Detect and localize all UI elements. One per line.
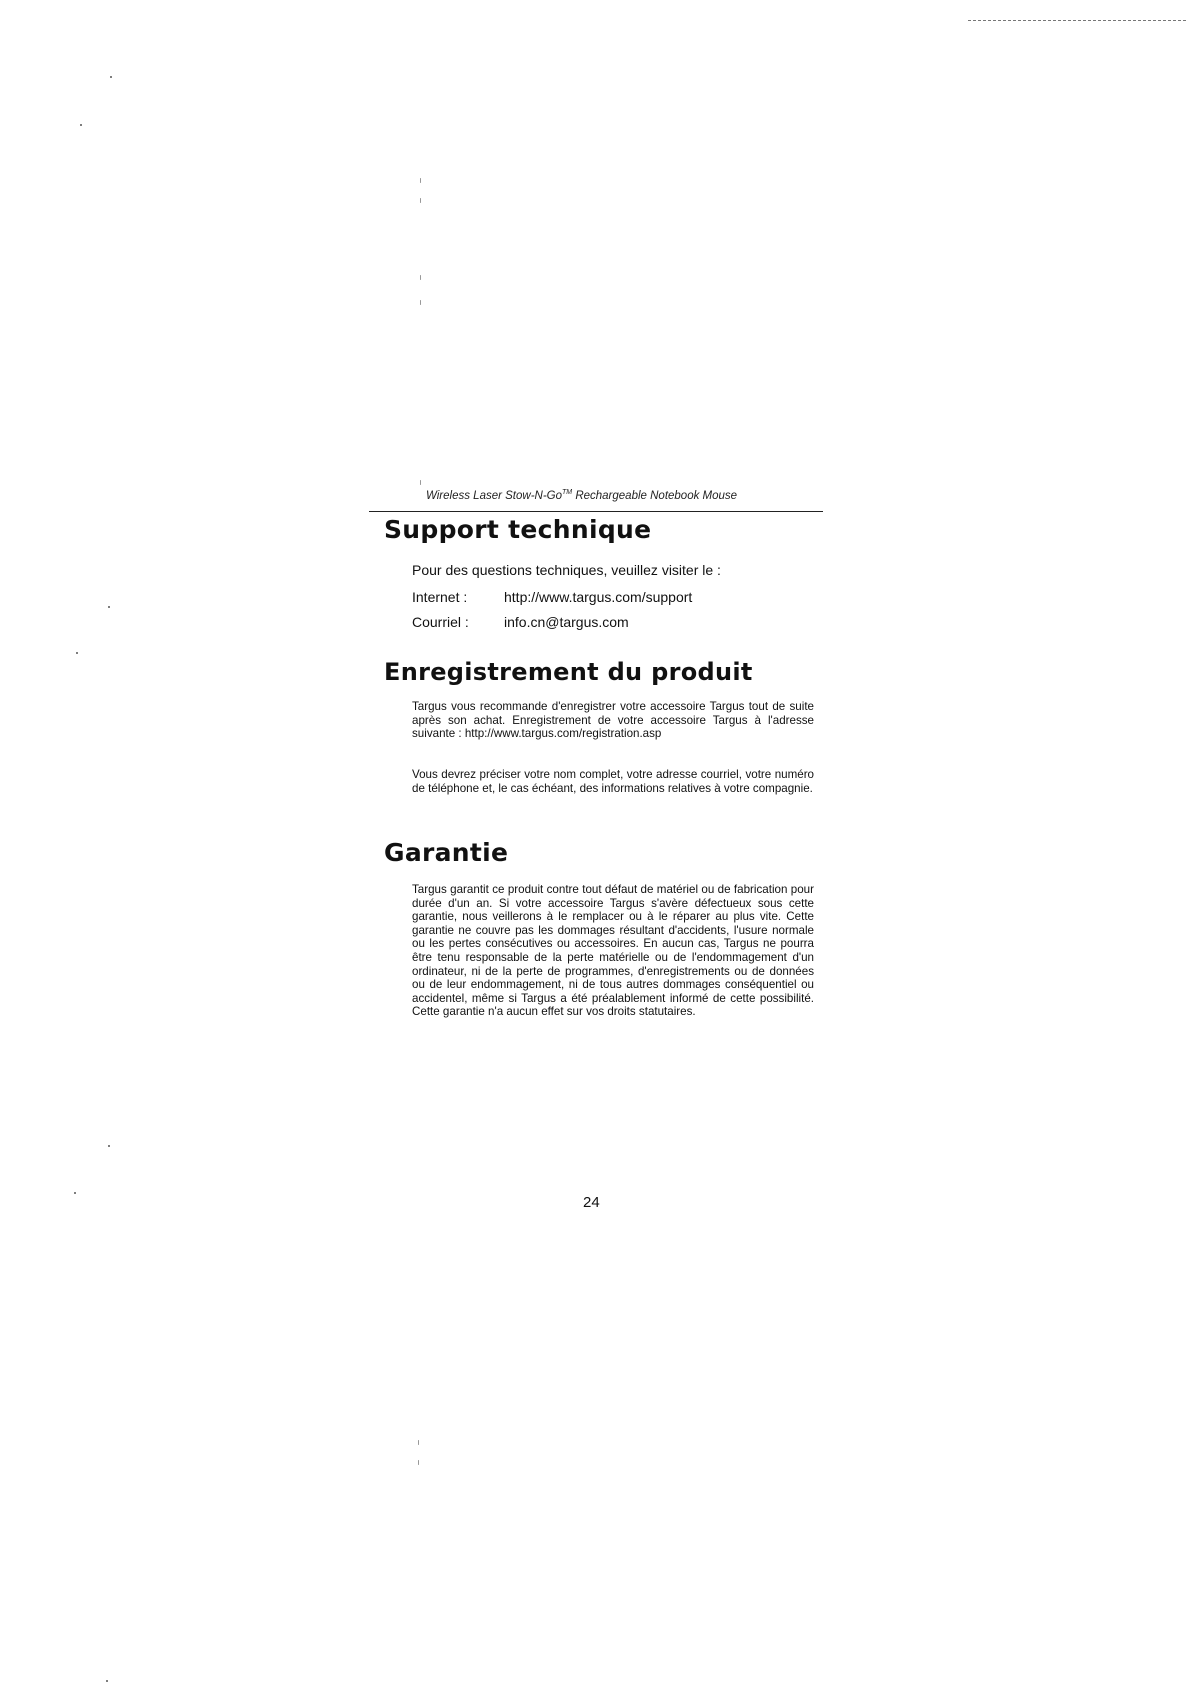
scan-speck xyxy=(420,275,421,280)
registration-paragraph-2: Vous devrez préciser votre nom complet, votre adresse courriel, votre numéro de téléphone et, le cas échéant, des informations relatives à votre compagnie. xyxy=(412,768,814,795)
scan-speck xyxy=(420,480,421,485)
running-header-suffix: Rechargeable Notebook Mouse xyxy=(572,489,738,502)
scan-speck xyxy=(74,1192,76,1194)
registration-paragraph-1: Targus vous recommande d'enregistrer votre accessoire Targus tout de suite après son achat. Enregistrement de votre accessoire Targus à l'adresse suivante : http://www.targus.com/registration.asp xyxy=(412,700,814,741)
scan-speck xyxy=(418,1460,419,1465)
scan-speck xyxy=(108,606,110,608)
warranty-paragraph: Targus garantit ce produit contre tout défaut de matériel ou de fabrication pour durée d'un an. Si votre accessoire Targus s'avère défectueux sous cette garantie, nous veillerons à le remplacer ou à le réparer au plus vite. Cette garantie ne couvre pas les dommages résultant d'accidents, l'usure normale ou les pertes consécutives ou accessoires. En aucun cas, Targus ne pourra être tenu responsable de la perte matérielle ou de l'endommagement d'un ordinateur, ni de la perte de programmes, d'enregistrements ou de données ou de leur endommagement, ni de tous autres dommages conséquentiel ou accidentel, même si Targus a été préalablement informé de cette possibilité. Cette garantie n'a aucun effet sur vos droits statutaires. xyxy=(412,883,814,1019)
scan-speck xyxy=(418,1440,419,1445)
scan-speck xyxy=(108,1145,110,1147)
trademark-mark: TM xyxy=(562,489,573,496)
internet-link[interactable]: http://www.targus.com/support xyxy=(504,589,693,605)
courriel-label: Courriel : xyxy=(412,614,469,630)
internet-row xyxy=(412,589,692,605)
running-header xyxy=(426,489,737,502)
scan-speck xyxy=(80,124,82,126)
scan-speck xyxy=(420,178,421,183)
scan-speck xyxy=(76,652,78,654)
internet-label: Internet : xyxy=(412,589,468,605)
registration-heading: Enregistrement du produit xyxy=(384,658,753,686)
courriel-row xyxy=(412,614,629,630)
scan-speck xyxy=(420,300,421,305)
scan-speck xyxy=(110,76,112,78)
warranty-heading: Garantie xyxy=(384,838,509,867)
support-intro: Pour des questions techniques, veuillez visiter le : xyxy=(412,562,721,578)
scan-speck xyxy=(420,198,421,203)
courriel-link[interactable]: info.cn@targus.com xyxy=(504,614,629,630)
header-rule xyxy=(369,511,823,512)
support-heading: Support technique xyxy=(384,515,652,544)
scan-speck xyxy=(106,1680,108,1682)
page-number: 24 xyxy=(583,1194,600,1211)
running-header-prefix: Wireless Laser Stow-N-Go xyxy=(426,489,563,502)
scan-edge-line xyxy=(968,20,1186,21)
